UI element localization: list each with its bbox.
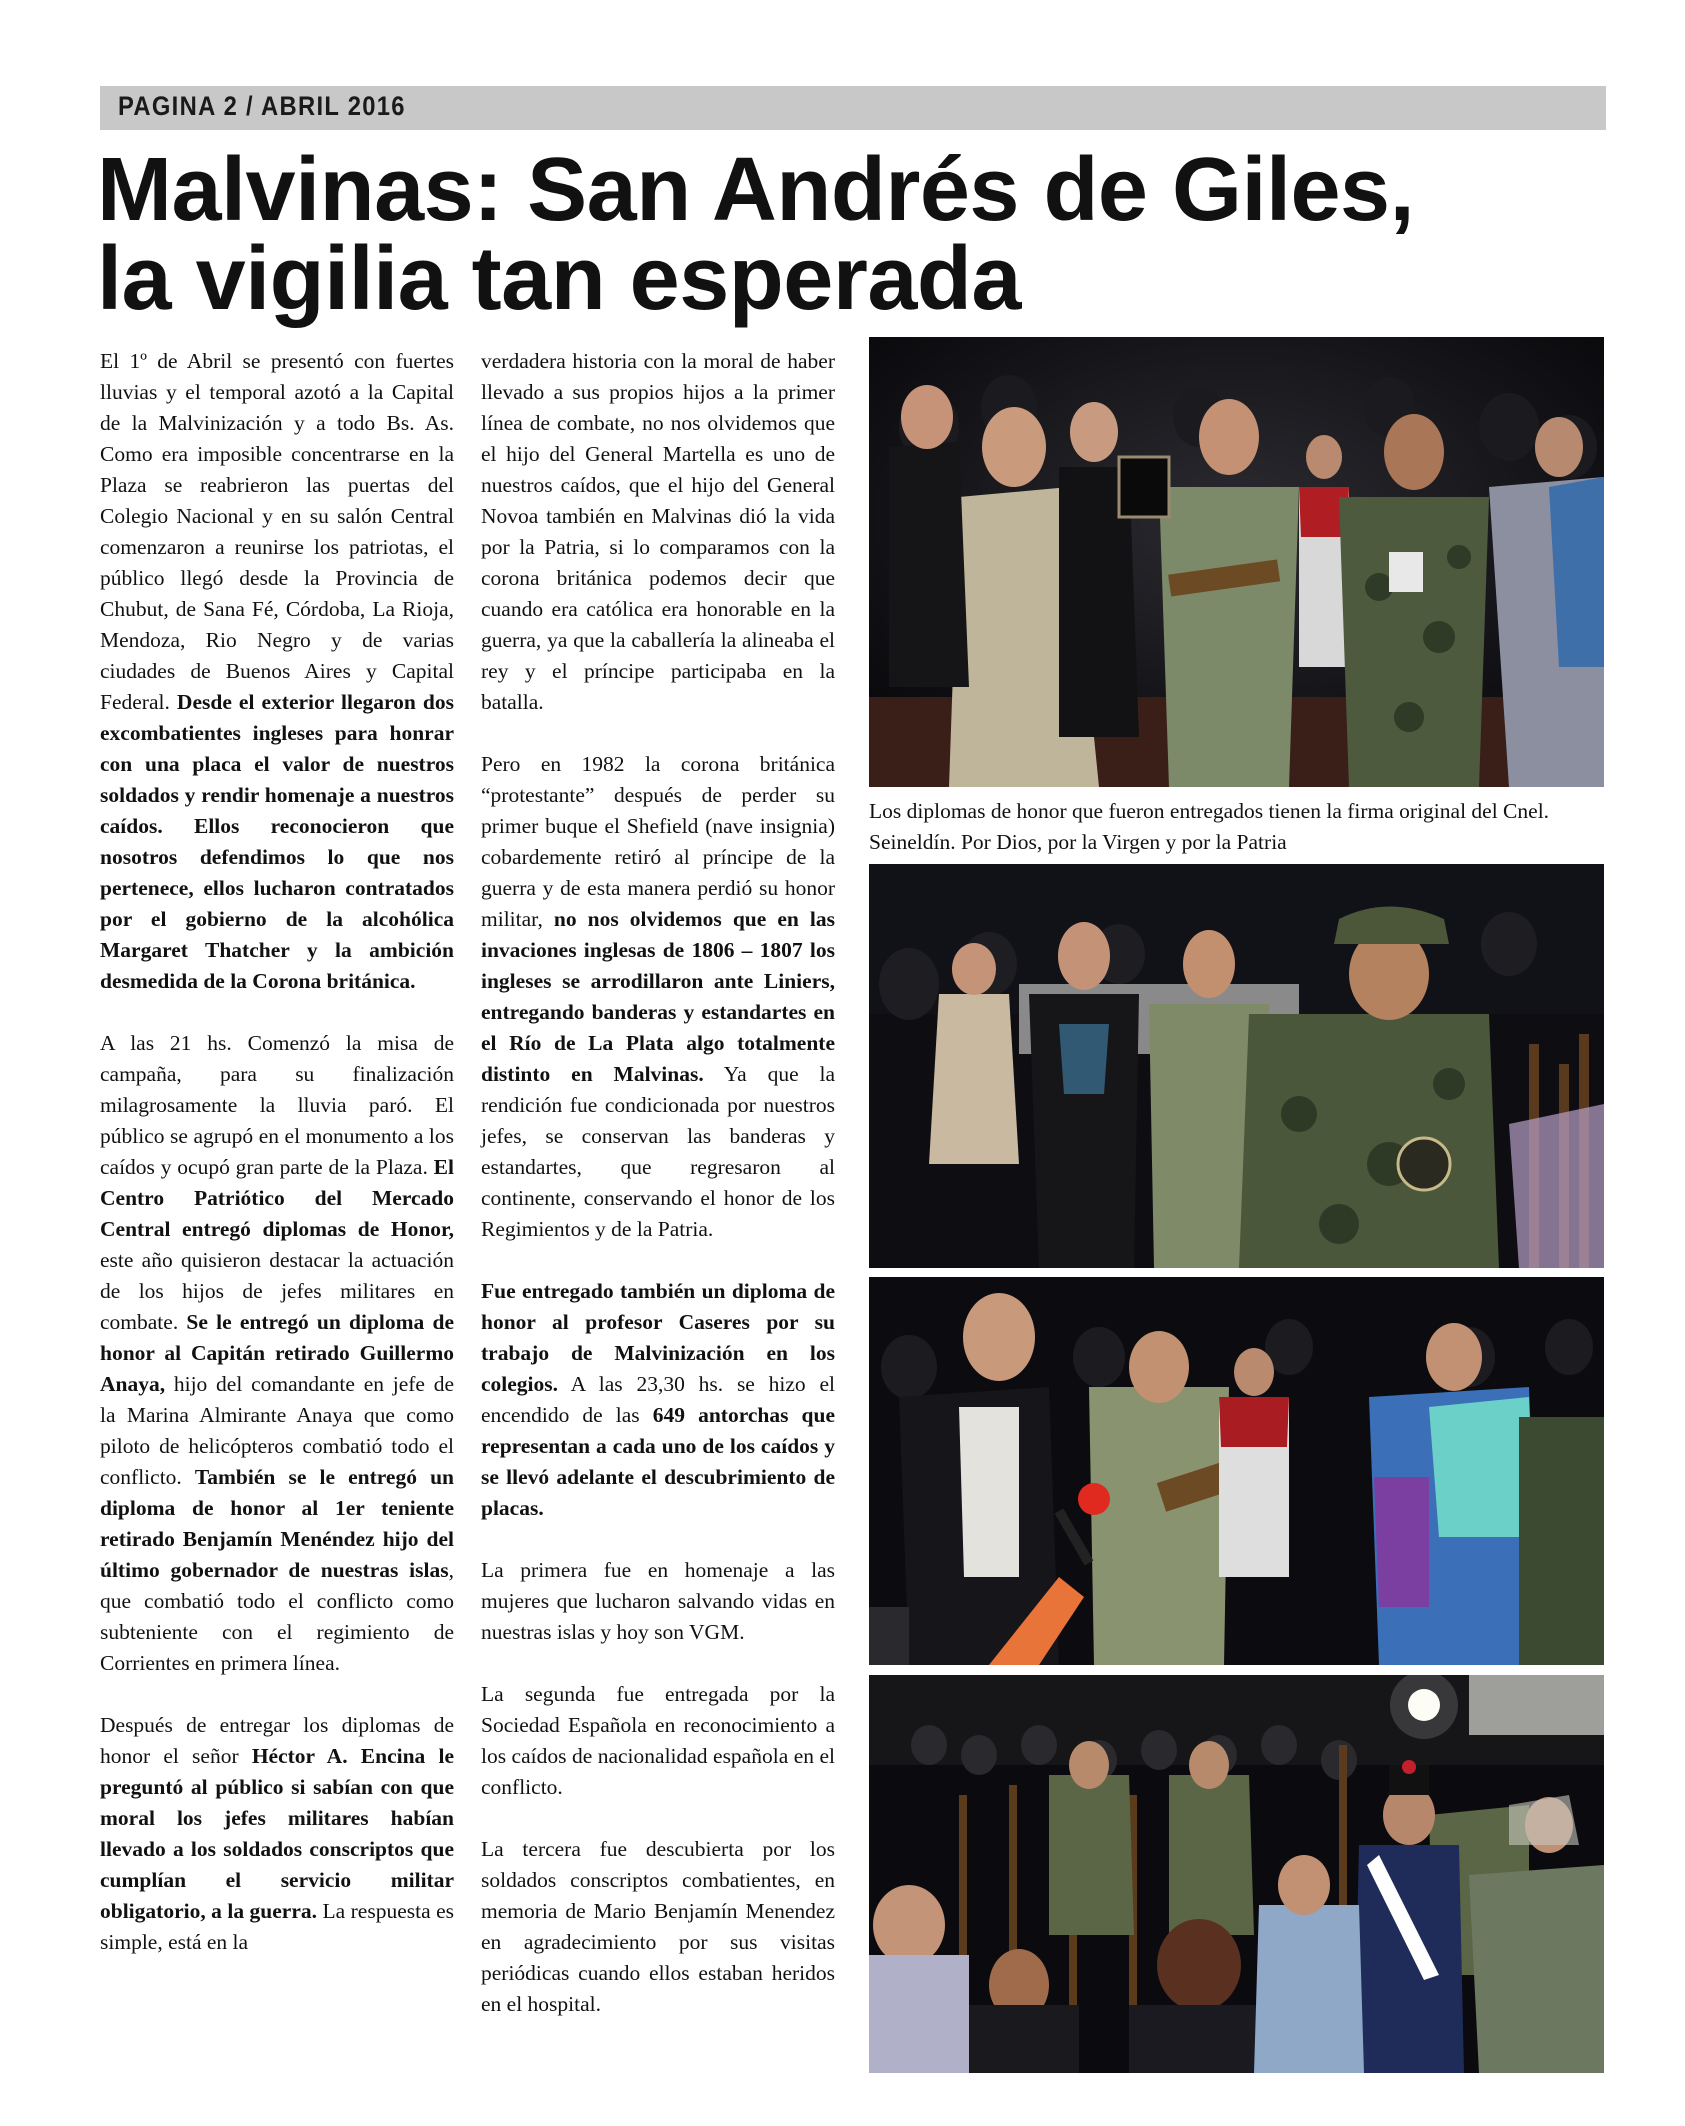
bold-text: Héctor A. Encina le preguntó al público si sabían con que moral los jefes militares habían llevado a los soldados conscriptos que cumplían el servicio militar obligatorio, a la guerra. xyxy=(100,1744,454,1923)
bold-text: El Centro Patriótico del Mercado Central entregó diplomas de Honor, xyxy=(100,1155,454,1241)
body-text: Ya que la rendición fue condicionada por nuestros jefes, se conservan las banderas y estandartes, que regresaron al continente, conservando el honor de los Regimientos y de la Patria. xyxy=(481,1062,835,1241)
body-text: verdadera historia con la moral de haber llevado a sus propios hijos a la primer línea de combate, no nos olvidemos que el hijo del General Martella es uno de nuestros caídos, que el hijo del General Novoa también en Malvinas dió la vida por la Patria, si lo comparamos con la corona británica podemos decir que cuando era católica era honorable en la guerra, ya que la caballería la alineaba el rey y el príncipe participaba en la batalla. xyxy=(481,349,835,714)
body-text: La respuesta es simple, está en la xyxy=(100,1899,454,1954)
article-paragraph xyxy=(100,1028,454,1679)
article-headline xyxy=(97,140,1657,329)
body-text: A las 21 hs. Comenzó la misa de campaña, para su finalización milagrosamente la lluvia paró. El público se agrupó en el monumento a los caídos y ocupó gran parte de la Plaza. xyxy=(100,1031,454,1179)
article-paragraph xyxy=(481,1834,835,2020)
body-text: este año quisieron destacar la actuación de los hijos de jefes militares en combate. xyxy=(100,1248,454,1334)
article-column-1 xyxy=(100,346,454,1989)
body-text: La primera fue en homenaje a las mujeres que lucharon salvando vidas en nuestras islas y hoy son VGM. xyxy=(481,1558,835,1644)
photo-diploma-delivery xyxy=(869,864,1604,1268)
headline-line-1: Malvinas: San Andrés de Giles, xyxy=(97,140,1415,240)
article-paragraph xyxy=(100,1710,454,1958)
body-text: Pero en 1982 la corona británica “protestante” después de perder su primer buque el Shefield (nave insignia) cobardemente retiró al príncipe de la guerra y de esta manera perdió su honor militar, xyxy=(481,752,835,931)
photo-crowd-torches xyxy=(869,1675,1604,2073)
article-paragraph xyxy=(481,1276,835,1524)
bold-text: Fue entregado también un diploma de honor al profesor Caseres por su trabajo de Malvinización en los colegios. xyxy=(481,1279,835,1396)
bold-text: no nos olvidemos que en las invaciones inglesas de 1806 – 1807 los ingleses se arrodillaron ante Liniers, entregando banderas y estandartes en el Río de La Plata algo totalmente distinto en Malvinas. xyxy=(481,907,835,1086)
bold-text: Desde el exterior llegaron dos excombatientes ingleses para honrar con una placa el valor de nuestros soldados y rendir homenaje a nuestros caídos. Ellos reconocieron que nosotros defendimos lo que nos pertenece, ellos lucharon contratados por el gobierno de la alcohólica Margaret Thatcher y la ambición desmedida de la Corona británica. xyxy=(100,690,455,993)
body-text: Después de entregar los diplomas de honor el señor xyxy=(100,1713,454,1768)
article-column-2 xyxy=(481,346,835,2051)
photo-diploma-ceremony xyxy=(869,337,1604,787)
body-text: La segunda fue entregada por la Sociedad Española en reconocimiento a los caídos de nacionalidad española en el conflicto. xyxy=(481,1682,835,1799)
article-paragraph xyxy=(481,749,835,1245)
bold-text: Se le entregó un diploma de honor al Capitán retirado Guillermo Anaya, xyxy=(100,1310,454,1396)
page-number-date: PAGINA 2 / ABRIL 2016 xyxy=(118,91,406,121)
body-text: A las 23,30 hs. se hizo el encendido de las xyxy=(481,1372,835,1427)
article-paragraph xyxy=(100,346,454,997)
article-paragraph xyxy=(481,1555,835,1648)
headline-line-2: la vigilia tan esperada xyxy=(97,229,1021,329)
body-text: , que combatió todo el conflicto como subteniente con el regimiento de Corrientes en primera línea. xyxy=(100,1558,454,1675)
photo-caption: Los diplomas de honor que fueron entregados tienen la firma original del Cnel. Seineldín. Por Dios, por la Virgen y por la Patria xyxy=(869,799,1550,854)
article-paragraph xyxy=(481,1679,835,1803)
article-paragraph xyxy=(481,346,835,718)
body-text: La tercera fue descubierta por los soldados conscriptos combatientes, en memoria de Mario Benjamín Menendez en agradecimiento por sus visitas periódicas cuando ellos estaban heridos en el hospital. xyxy=(481,1837,835,2016)
photo-interview xyxy=(869,1277,1604,1665)
body-text: hijo del comandante en jefe de la Marina Almirante Anaya que como piloto de helicópteros combatió todo el conflicto. xyxy=(100,1372,454,1489)
bold-text: También se le entregó un diploma de honor al 1er teniente retirado Benjamín Menéndez hijo del último gobernador de nuestras islas xyxy=(100,1465,454,1582)
body-text: El 1º de Abril se presentó con fuertes lluvias y el temporal azotó a la Capital de la Malvinización y a todo Bs. As. Como era imposible concentrarse en la Plaza se reabrieron las puertas del Colegio Nacional y en su salón Central comenzaron a reunirse los patriotas, el público llegó desde la Provincia de Chubut, de Sana Fé, Córdoba, La Rioja, Mendoza, Rio Negro y de varias ciudades de Buenos Aires y Capital Federal. xyxy=(100,349,454,714)
bold-text: 649 antorchas que representan a cada uno de los caídos y se llevó adelante el descubrimiento de placas. xyxy=(481,1403,835,1520)
page-header-bar xyxy=(100,86,1606,130)
